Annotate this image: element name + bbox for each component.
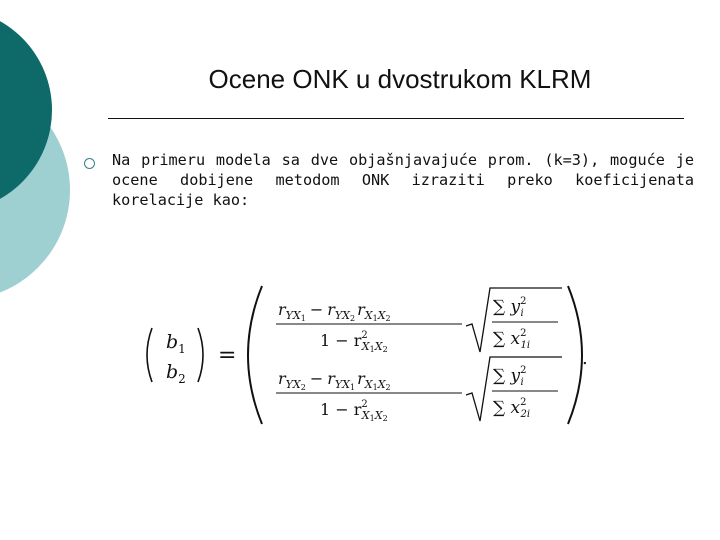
- lhs-b2: $b_2$: [166, 361, 186, 386]
- slide-title: Ocene ONK u dvostrukom KLRM: [208, 64, 592, 94]
- decorative-circles: [0, 0, 80, 300]
- title-divider: [108, 118, 684, 119]
- row1-numerator: $r_{YX}1 - r_{YX}2$ $r_X1X2$: [278, 300, 391, 323]
- row1-sqrt-numerator: ∑ $y^2$ i: [493, 296, 527, 319]
- row1-sqrt-denominator: ∑ $x^2$ 1i: [493, 328, 531, 351]
- lhs-b1: $b_1$: [166, 331, 186, 356]
- lhs-left-paren: [147, 328, 152, 382]
- bullet-text: Na primeru modela sa dve objašnjavajuće prom. (k=3), moguće je ocene dobijene metodom ONK izraziti preko koeficijenata korelacije kao:: [112, 151, 694, 209]
- rhs-right-paren: [568, 286, 582, 424]
- row2-sqrt-denominator: ∑ $x^2$ 2i: [493, 397, 531, 420]
- rhs-left-paren: [248, 286, 262, 424]
- bullet-circle-icon: [84, 158, 95, 169]
- lhs-right-paren: [198, 328, 203, 382]
- row2-denominator: $1 - r^2$ X1X2: [320, 399, 388, 423]
- row1-denominator: $1 - r^2$ X1X2: [320, 330, 388, 354]
- formula-period: .: [582, 348, 588, 369]
- row2-sqrt-numerator: ∑ $y^2$ i: [493, 365, 527, 388]
- row2-numerator: $r_{YX}2 - r_{YX}1$ $r_X1X2$: [278, 369, 391, 392]
- ols-correlation-formula: [130, 280, 600, 430]
- equals-sign: =: [218, 343, 237, 368]
